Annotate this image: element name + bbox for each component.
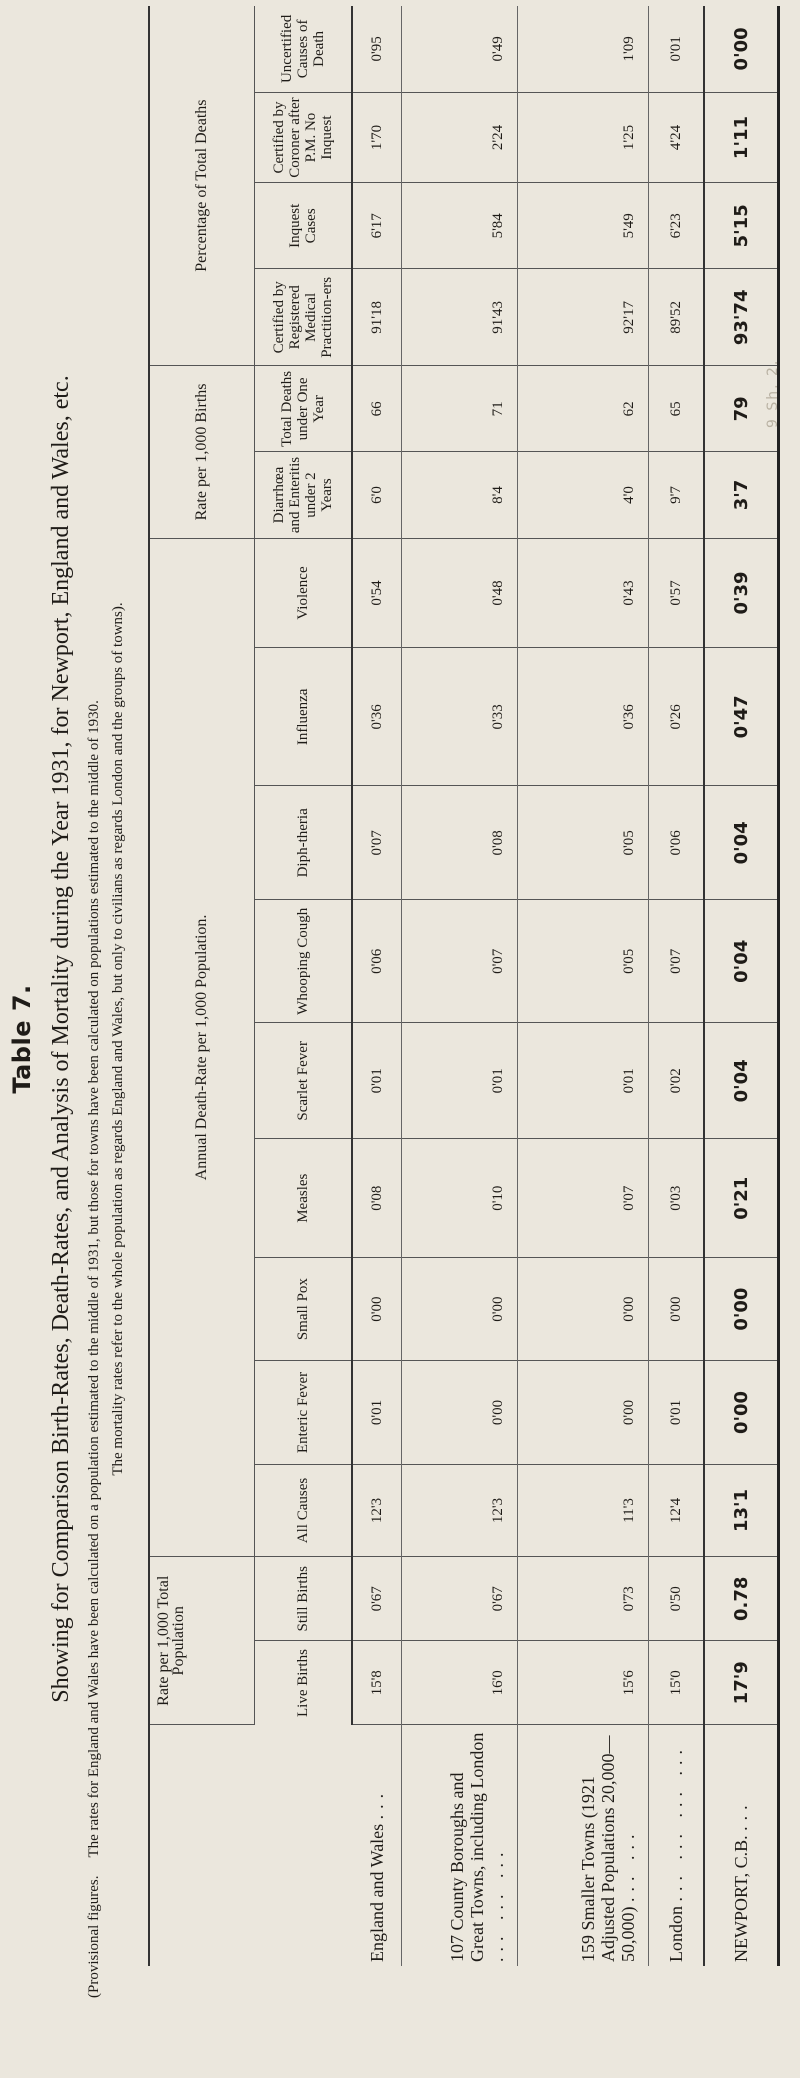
table-cell: 0'05 (518, 900, 649, 1023)
table-cell: 0'07 (352, 786, 402, 900)
table-row (518, 6, 649, 1966)
row-label-text: England and Wales (366, 1823, 387, 1962)
table-cell: 6'23 (649, 183, 705, 269)
column-header: Still Births (255, 1557, 353, 1641)
table-subtitle: Showing for Comparison Birth-Rates, Death-Rates, and Analysis of Mortality during the Year 1931, for Newport, England and Wales, etc. (48, 375, 74, 1703)
table-cell: 66 (352, 366, 402, 452)
column-header: Certified by Registered Medical Practition-ers (255, 269, 353, 366)
table-cell: 12'3 (402, 1464, 518, 1557)
table-cell: 15'8 (352, 1641, 402, 1725)
column-header: Scarlet Fever (255, 1023, 353, 1139)
table-cell: 0'73 (518, 1557, 649, 1641)
table-cell: 3'7 (704, 452, 779, 538)
table-cell: 16'0 (402, 1641, 518, 1725)
table-cell: 1'11 (704, 92, 779, 182)
table-cell: 92'17 (518, 269, 649, 366)
table-cell: 12'4 (649, 1464, 705, 1557)
note-line-1: The rates for England and Wales have been calculated on a population estimated to the middle of 1931, but those for towns have been calculated on populations estimated to the middle of 1930. (86, 700, 102, 1858)
table-cell: 0'00 (649, 1257, 705, 1360)
group-birth-rate: Rate per 1,000 Total Population (149, 1557, 255, 1725)
table-cell: 0'01 (649, 6, 705, 92)
table-row (649, 6, 705, 1966)
row-label (649, 1725, 705, 1966)
row-label-text: London (666, 1906, 686, 1962)
table-cell: 0'95 (352, 6, 402, 92)
table-cell: 65 (649, 366, 705, 452)
table-cell: 0'03 (649, 1139, 705, 1257)
table-cell: 9'7 (649, 452, 705, 538)
table-cell: 0'00 (704, 1257, 779, 1360)
table-cell: 0'01 (402, 1023, 518, 1139)
table-cell: 2'24 (402, 92, 518, 182)
column-header: Total Deaths under One Year (255, 366, 353, 452)
table-title: Table 7. (8, 984, 36, 1094)
table-cell: 62 (518, 366, 649, 452)
table-cell: 0'00 (352, 1257, 402, 1360)
table-cell: 0'07 (649, 900, 705, 1023)
table-cell: 0'01 (352, 1361, 402, 1464)
table-cell: 0'36 (352, 648, 402, 786)
group-death-rate: Annual Death-Rate per 1,000 Population. (149, 538, 255, 1557)
row-leader-dots: ... (366, 1787, 387, 1820)
table-cell: 71 (402, 366, 518, 452)
table-cell: 0'36 (518, 648, 649, 786)
column-header: Measles (255, 1139, 353, 1257)
table-cell: 8'4 (402, 452, 518, 538)
column-header: Uncertified Causes of Death (255, 6, 353, 92)
row-label (402, 1725, 518, 1966)
table-cell: 0'05 (518, 786, 649, 900)
group-births-rate: Rate per 1,000 Births (149, 366, 255, 538)
row-label (352, 1725, 402, 1966)
table-cell: 0'00 (518, 1361, 649, 1464)
table-row (704, 6, 779, 1966)
table-cell: 5'84 (402, 183, 518, 269)
table-cell: 0'10 (402, 1139, 518, 1257)
table-row (402, 6, 518, 1966)
table-cell: 0'48 (402, 538, 518, 648)
table-cell: 0'00 (704, 6, 779, 92)
table-cell: 0'04 (704, 786, 779, 900)
group-percentage: Percentage of Total Deaths (149, 6, 255, 366)
table-cell: 0'21 (704, 1139, 779, 1257)
table-cell: 0'67 (402, 1557, 518, 1641)
table-cell: 1'25 (518, 92, 649, 182)
table-cell: 0'39 (704, 538, 779, 648)
row-leader-dots: ... ... ... (487, 1846, 507, 1962)
column-header: Diarrhœa and Enteritis under 2 Years (255, 452, 353, 538)
table-cell: 0'54 (352, 538, 402, 648)
label-header (149, 1725, 352, 1966)
table-cell: 12'3 (352, 1464, 402, 1557)
table-cell: 17'9 (704, 1641, 779, 1725)
table-cell: 0'67 (352, 1557, 402, 1641)
row-label (704, 1725, 779, 1966)
table-cell: 0'00 (402, 1361, 518, 1464)
table-cell: 0'08 (402, 786, 518, 900)
table-cell: 79 (704, 366, 779, 452)
table-cell: 0'06 (649, 786, 705, 900)
column-header: All Causes (255, 1464, 353, 1557)
page-mark: 9 Sh. 2. (765, 358, 781, 428)
table-cell: 91'18 (352, 269, 402, 366)
table-cell: 0'01 (649, 1361, 705, 1464)
table-cell: 0'49 (402, 6, 518, 92)
column-header: Diph-theria (255, 786, 353, 900)
table-cell: 1'09 (518, 6, 649, 92)
mortality-table (148, 6, 780, 1966)
table-cell: 0'50 (649, 1557, 705, 1641)
table-cell: 0'57 (649, 538, 705, 648)
table-cell: 5'15 (704, 183, 779, 269)
table-cell: 0'07 (402, 900, 518, 1023)
row-label-text: NEWPORT, C.B. (731, 1835, 751, 1962)
table-cell: 0'07 (518, 1139, 649, 1257)
table-cell: 0'33 (402, 648, 518, 786)
table-cell: 5'49 (518, 183, 649, 269)
table-row (352, 6, 402, 1966)
table-cell: 0'43 (518, 538, 649, 648)
table-cell: 0'26 (649, 648, 705, 786)
table-cell: 0'04 (704, 900, 779, 1023)
table-cell: 0'00 (704, 1361, 779, 1464)
row-label (518, 1725, 649, 1966)
row-leader-dots: ... ... (618, 1828, 638, 1902)
table-cell: 6'0 (352, 452, 402, 538)
column-header: Inquest Cases (255, 183, 353, 269)
column-header: Whooping Cough (255, 900, 353, 1023)
table-cell: 4'24 (649, 92, 705, 182)
table-cell: 0'47 (704, 648, 779, 786)
table-cell: 0'01 (518, 1023, 649, 1139)
table-cell: 15'6 (518, 1641, 649, 1725)
row-label-text: 159 Smaller Towns (1921 Adjusted Populations 20,000—50,000) (578, 1735, 638, 1962)
column-header: Live Births (255, 1641, 353, 1725)
table-cell: 0'01 (352, 1023, 402, 1139)
column-header: Influenza (255, 648, 353, 786)
note-lead: (Provisional figures. (86, 1875, 102, 1998)
table-cell: 89'52 (649, 269, 705, 366)
table-cell: 0'06 (352, 900, 402, 1023)
column-header: Small Pox (255, 1257, 353, 1360)
table-cell: 91'43 (402, 269, 518, 366)
column-header: Violence (255, 538, 353, 648)
table-cell: 4'0 (518, 452, 649, 538)
table-note-1 (86, 38, 103, 1998)
table-note-2: The mortality rates refer to the whole population as regards England and Wales, but only to civilians as regards London and the groups of towns). (110, 602, 126, 1476)
table-cell: 6'17 (352, 183, 402, 269)
table-cell: 11'3 (518, 1464, 649, 1557)
table-cell: 0'02 (649, 1023, 705, 1139)
table-cell: 1'70 (352, 92, 402, 182)
row-label-text: 107 County Boroughs and Great Towns, including London (447, 1732, 487, 1962)
row-leader-dots: ... ... ... ... (666, 1744, 686, 1902)
table-cell: 93'74 (704, 269, 779, 366)
column-header: Certified by Coroner after P.M. No Inquest (255, 92, 353, 182)
column-header: Enteric Fever (255, 1361, 353, 1464)
table-cell: 13'1 (704, 1464, 779, 1557)
table-cell: 0'00 (402, 1257, 518, 1360)
table-cell: 15'0 (649, 1641, 705, 1725)
row-leader-dots: ... (731, 1799, 751, 1831)
table-cell: 0'08 (352, 1139, 402, 1257)
table-cell: 0'04 (704, 1023, 779, 1139)
table-cell: 0.78 (704, 1557, 779, 1641)
table-cell: 0'00 (518, 1257, 649, 1360)
